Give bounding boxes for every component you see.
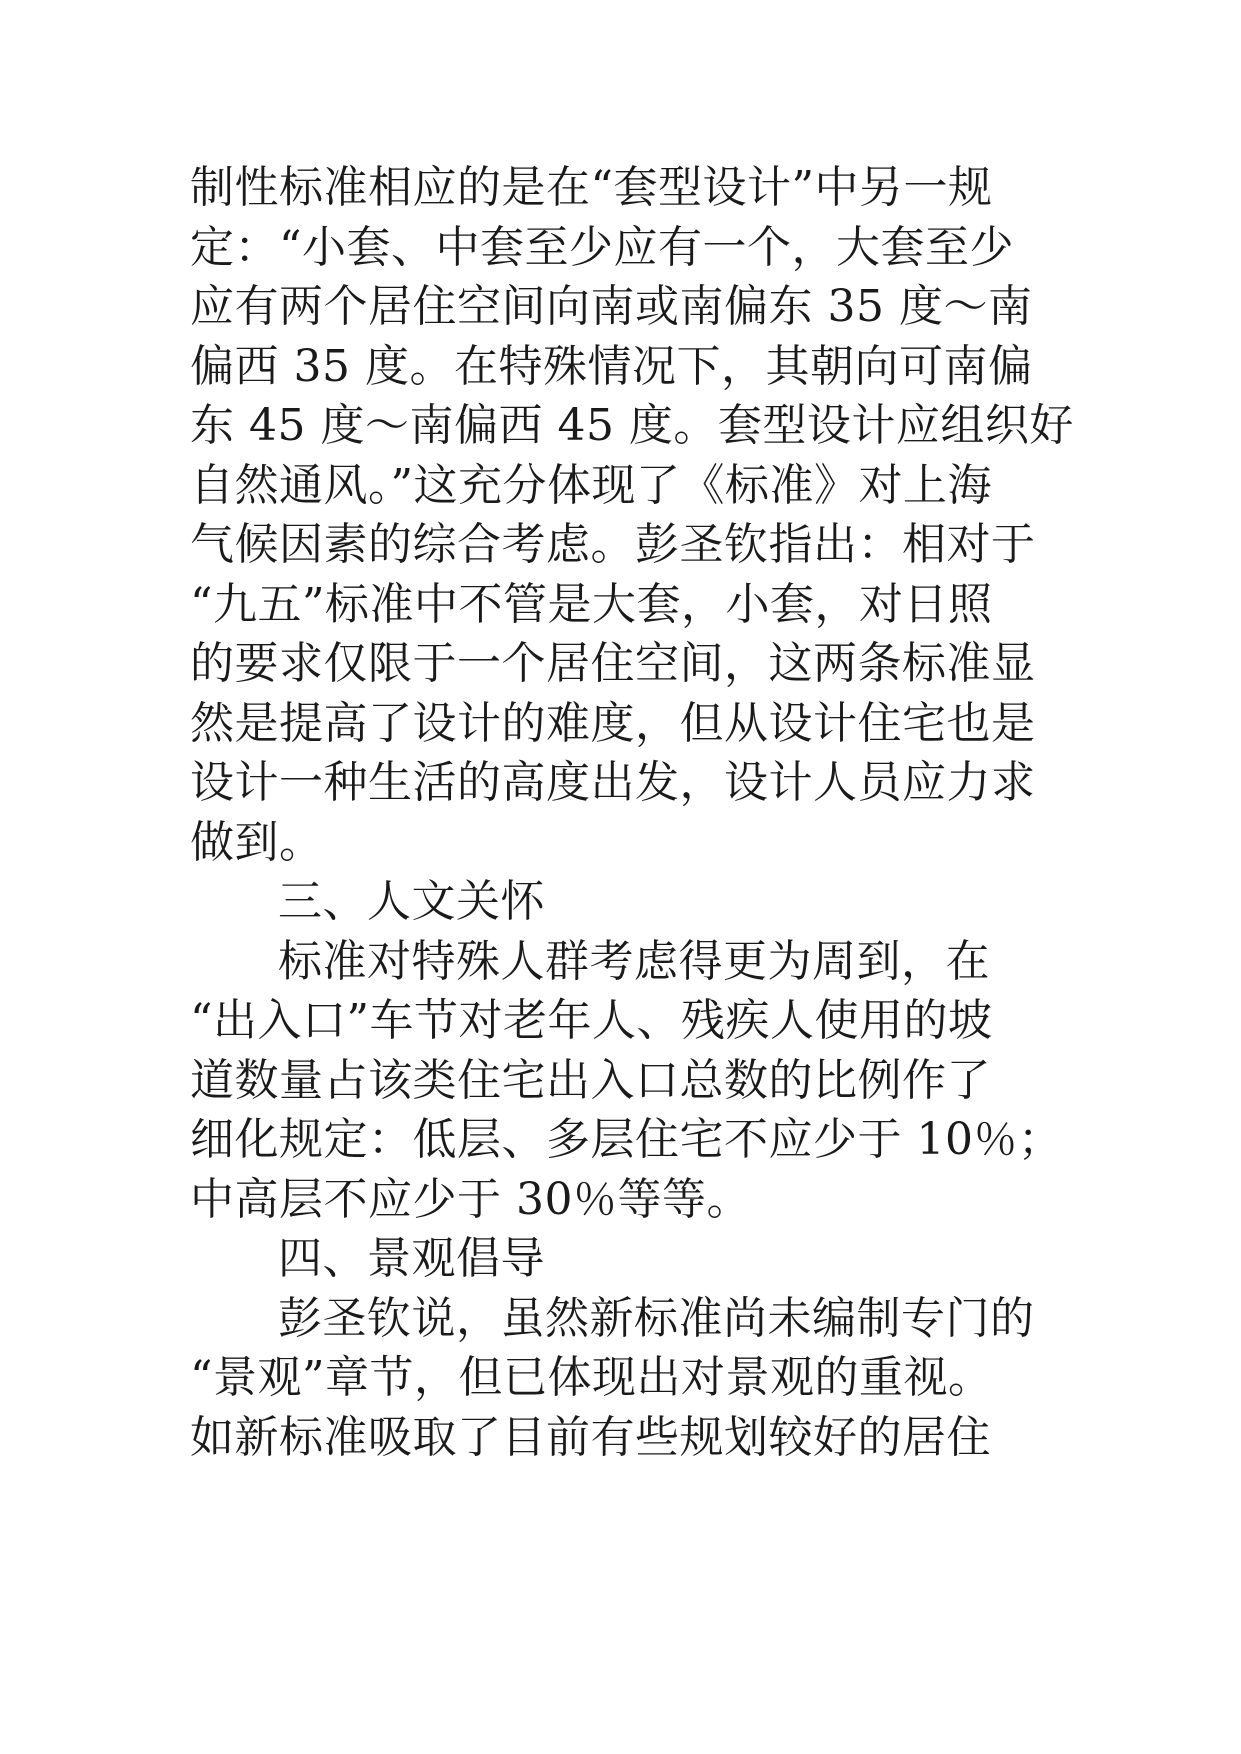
section-heading: 四、景观倡导	[278, 1233, 545, 1284]
text-line: 定：“小套、中套至少应有一个，大套至少	[190, 221, 1014, 273]
text-line: 东 45 度～南偏西 45 度。套型设计应组织好	[190, 400, 1074, 451]
text-line: 中高层不应少于 30％等等。	[190, 1173, 751, 1225]
body-text	[190, 158, 1090, 1467]
text-line: 的要求仅限于一个居住空间，这两条标准显	[190, 638, 1036, 689]
text-line: 细化规定：低层、多层住宅不应少于 10％；	[190, 1114, 1063, 1165]
text-line: “景观”章节，但已体现出对景观的重视。	[190, 1352, 993, 1403]
paragraph-first-line: 标准对特殊人群考虑得更为周到，在	[278, 935, 990, 987]
text-line: 偏西 35 度。在特殊情况下，其朝向可南偏	[190, 340, 1033, 392]
paragraph-first-line: 彭圣钦说，虽然新标准尚未编制专门的	[278, 1292, 1035, 1344]
text-line: 设计一种生活的高度出发，设计人员应力求	[190, 757, 1036, 808]
text-line: 如新标准吸取了目前有些规划较好的居住	[190, 1411, 991, 1463]
text-line: 做到。	[190, 816, 324, 868]
text-line: 应有两个居住空间向南或南偏东 35 度～南	[190, 281, 1033, 332]
text-line: 气候因素的综合考虑。彭圣钦指出：相对于	[190, 519, 1036, 570]
text-line: “九五”标准中不管是大套，小套，对日照	[190, 578, 993, 630]
text-line: 自然通风。”这充分体现了《标准》对上海	[190, 459, 992, 511]
text-line: 制性标准相应的是在“套型设计”中另一规	[190, 162, 993, 213]
section-heading: 三、人文关怀	[278, 876, 545, 927]
text-line: 道数量占该类住宅出入口总数的比例作了	[190, 1054, 991, 1106]
text-line: “出入口”车节对老年人、残疾人使用的坡	[190, 995, 993, 1046]
text-line: 然是提高了设计的难度，但从设计住宅也是	[190, 697, 1036, 749]
